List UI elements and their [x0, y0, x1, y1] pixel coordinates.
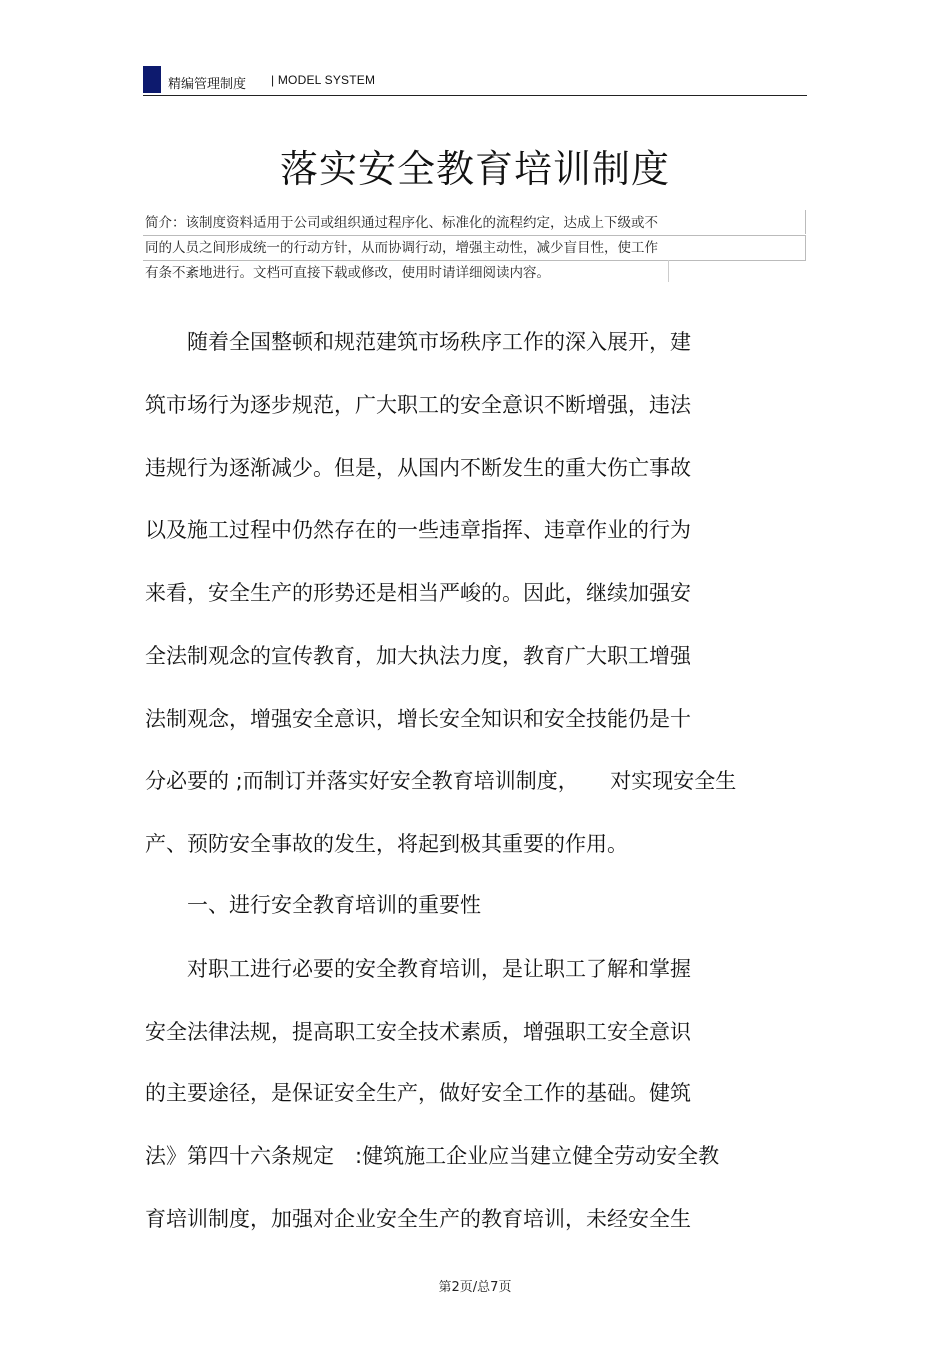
header-title: 精编管理制度: [168, 77, 247, 92]
body-line: 随着全国整顿和规范建筑市场秩序工作的深入展开，建: [145, 330, 691, 354]
body-line: 来看，安全生产的形势还是相当严峻的。因此，继续加强安: [145, 581, 691, 605]
header-model-system: | MODEL SYSTEM: [271, 73, 376, 87]
page-number: 第2页/总7页: [438, 1280, 512, 1295]
page-header: [143, 66, 807, 96]
body-line: 全法制观念的宣传教育，加大执法力度，教育广大职工增强: [145, 644, 691, 668]
body-line: 违规行为逐渐减少。但是，从国内不断发生的重大伤亡事故: [145, 456, 691, 480]
body-line: 安全法律法规，提高职工安全技术素质，增强职工安全意识: [145, 1020, 691, 1044]
body-line: 以及施工过程中仍然存在的一些违章指挥、违章作业的行为: [145, 518, 691, 542]
body-line: 育培训制度，加强对企业安全生产的教育培训，未经安全生: [145, 1207, 691, 1231]
summary-line: 有条不紊地进行。文档可直接下载或修改，使用时请详细阅读内容。: [145, 265, 550, 281]
summary-line: 简介：该制度资料适用于公司或组织通过程序化、标准化的流程约定，达成上下级或不: [145, 215, 658, 231]
body-line: 分必要的 ;而制订并落实好安全教育培训制度， 对实现安全生: [145, 769, 737, 793]
body-line: 法制观念，增强安全意识，增长安全知识和安全技能仍是十: [145, 707, 691, 731]
body-line: 的主要途径，是保证安全生产，做好安全工作的基础。健筑: [145, 1081, 691, 1105]
summary-line: 同的人员之间形成统一的行动方针，从而协调行动，增强主动性，减少盲目性，使工作: [145, 240, 658, 256]
document-title: 落实安全教育培训制度: [279, 147, 670, 191]
section-heading: 一、进行安全教育培训的重要性: [145, 893, 481, 917]
body-line: 对职工进行必要的安全教育培训，是让职工了解和掌握: [145, 957, 691, 981]
summary-border-bottom: [668, 260, 669, 282]
body-line: 筑市场行为逐步规范，广大职工的安全意识不断增强，违法: [145, 393, 691, 417]
body-line: 产、预防安全事故的发生，将起到极其重要的作用。: [145, 832, 628, 856]
summary-box: [143, 210, 805, 284]
header-divider: [143, 95, 807, 96]
logo-icon: [143, 66, 161, 93]
body-line: 法》第四十六条规定 :健筑施工企业应当建立健全劳动安全教: [145, 1144, 720, 1168]
